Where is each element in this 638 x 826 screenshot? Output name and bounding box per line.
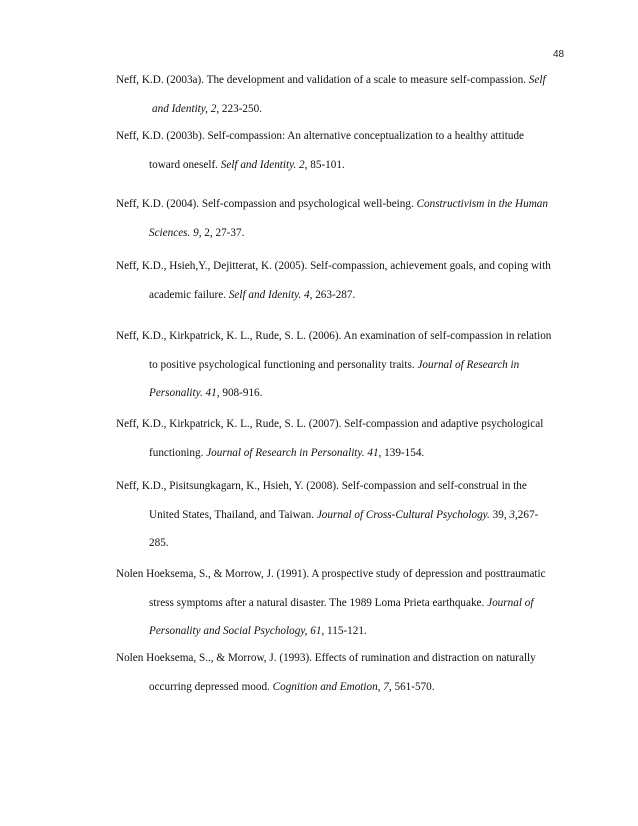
reference-text: Neff, K.D., Pisitsungkagarn, K., Hsieh, Y. (2008). Self-compassion and self-construal in the <box>116 480 527 492</box>
reference-first-line <box>116 568 566 581</box>
reference-text: toward oneself. <box>149 158 221 171</box>
reference-text: Neff, K.D. (2004). Self-compassion and psychological well-being. <box>116 198 417 210</box>
reference-text: 263-287. <box>312 288 356 301</box>
reference-text: 139-154. <box>381 446 425 459</box>
reference-first-line <box>116 418 566 431</box>
reference-italic-text: Journal of <box>487 596 534 609</box>
reference-first-line <box>116 198 566 211</box>
reference-text: 115-121. <box>324 625 367 637</box>
reference-text: 223-250. <box>219 102 263 115</box>
reference-entry <box>116 198 566 240</box>
reference-text: functioning. <box>149 446 207 459</box>
reference-italic-text: and Identity, 2, <box>152 102 220 115</box>
reference-first-line <box>116 130 566 143</box>
reference-italic-text: Journal of Research in <box>417 358 520 371</box>
reference-text: 908-916. <box>219 387 263 399</box>
reference-text: Neff, K.D., Kirkpatrick, K. L., Rude, S. L. (2007). Self-compassion and adaptive psychological <box>116 418 544 430</box>
reference-italic-text: Self and Idenity. 4, <box>228 288 313 301</box>
reference-italic-text: 3, <box>509 508 518 521</box>
reference-text: occurring depressed mood. <box>149 680 273 693</box>
reference-text: Neff, K.D., Kirkpatrick, K. L., Rude, S. L. (2006). An examination of self-compassion in relation <box>116 330 552 342</box>
reference-text: 285. <box>149 537 169 549</box>
reference-first-line <box>116 260 566 273</box>
reference-entry <box>116 260 566 302</box>
reference-entry <box>116 74 566 116</box>
reference-text: 39, <box>489 508 510 521</box>
reference-entry <box>116 130 566 172</box>
reference-italic-text: Journal of Research in Personality. 41, <box>206 446 382 459</box>
reference-first-line <box>116 330 566 343</box>
reference-italic-text: Journal of Cross-Cultural Psychology. <box>316 508 490 521</box>
reference-italic-text: Self <box>528 74 546 86</box>
reference-text: Neff, K.D., Hsieh,Y., Dejitterat, K. (2005). Self-compassion, achievement goals, and coping with <box>116 260 551 272</box>
reference-italic-text: Personality. 41, <box>149 387 220 399</box>
reference-italic-text: Personality and Social Psychology, 61, <box>149 625 325 637</box>
reference-continuation-line <box>116 289 566 302</box>
reference-italic-text: Self and Identity. 2, <box>220 158 308 171</box>
reference-text: Nolen Hoeksema, S., & Morrow, J. (1991). A prospective study of depression and posttraumatic <box>116 568 546 580</box>
reference-text: academic failure. <box>149 288 229 301</box>
reference-continuation-line <box>116 625 566 638</box>
reference-entry <box>116 652 566 694</box>
reference-continuation-line <box>116 509 566 522</box>
reference-continuation-line <box>116 387 566 400</box>
reference-text: 85-101. <box>307 158 345 171</box>
reference-continuation-line <box>116 681 566 694</box>
reference-first-line <box>116 74 566 87</box>
reference-first-line <box>116 480 566 493</box>
reference-text: 2, 27-37. <box>201 226 245 239</box>
reference-entry <box>116 330 566 400</box>
reference-text: 267- <box>517 508 539 521</box>
reference-entry <box>116 480 566 550</box>
reference-text: Nolen Hoeksema, S.., & Morrow, J. (1993). Effects of rumination and distraction on naturally <box>116 652 536 664</box>
reference-italic-text: Cognition and Emotion, 7, <box>272 680 392 693</box>
reference-continuation-line <box>116 597 566 610</box>
reference-entry <box>116 418 566 460</box>
reference-continuation-line <box>116 159 566 172</box>
reference-italic-text: Constructivism in the Human <box>416 198 548 210</box>
reference-continuation-line <box>116 227 566 240</box>
reference-italic-text: Sciences. 9, <box>149 226 202 239</box>
reference-text: Neff, K.D. (2003a). The development and validation of a scale to measure self-compassion. <box>116 74 529 86</box>
reference-text: to positive psychological functioning and personality traits. <box>149 358 418 371</box>
reference-continuation-line <box>116 447 566 460</box>
reference-entry <box>116 568 566 638</box>
reference-text: United States, Thailand, and Taiwan. <box>149 508 317 521</box>
page-number: 48 <box>553 49 565 60</box>
reference-text: stress symptoms after a natural disaster. The 1989 Loma Prieta earthquake. <box>149 596 488 609</box>
reference-continuation-line <box>116 537 566 550</box>
reference-text: Neff, K.D. (2003b). Self-compassion: An alternative conceptualization to a healthy attitude <box>116 130 525 142</box>
reference-text: 561-570. <box>391 680 435 693</box>
reference-first-line <box>116 652 566 665</box>
reference-continuation-line <box>116 359 566 372</box>
reference-continuation-line <box>116 103 566 116</box>
